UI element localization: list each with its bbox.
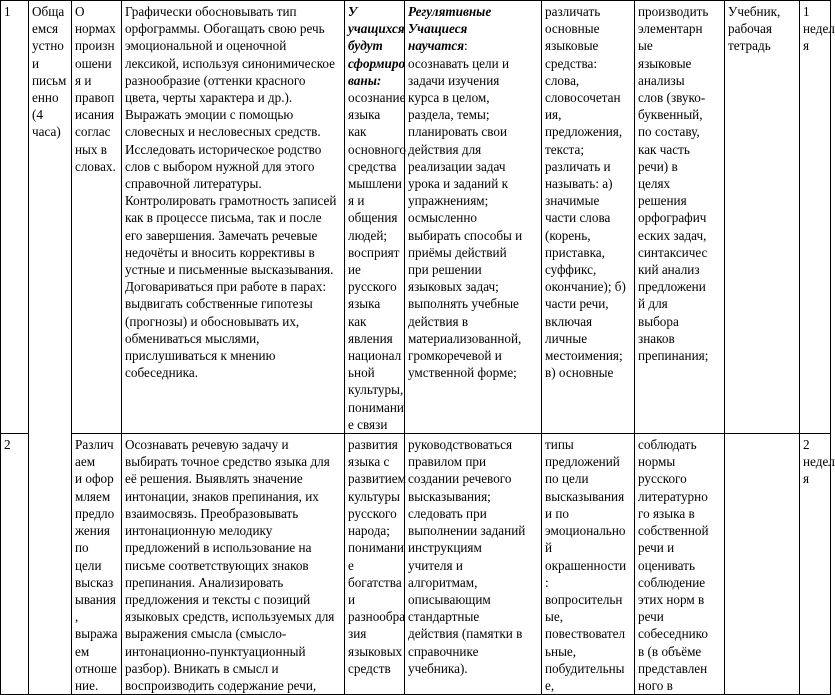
activities-cell: Осознавать речевую задачу и выбирать точное средство языка для её решения. Выявлять значение интонации, знаков препинания, их взаимосвязь. Преобразовывать интонационную мелодику предложений в использование на письме соответствующих знаков препинания. Анализировать предложения и тексты с позиций языковых средств, используемых для выражения смысла (смысло- интонационно-пунктуационный разбор). Вникать в смысл и воспроизводить содержание речи, bbox=[122, 434, 345, 695]
regulatory-heading: Регулятивные Учащиеся научатся bbox=[408, 4, 492, 54]
week-cell: 1 недел я bbox=[800, 1, 831, 434]
row-number-cell: 1 bbox=[1, 1, 29, 434]
personal-results-cell: У учащихся будут сформиро ваны: осознание языка как основного средства мышлени я и общения людей; восприят ие русского языка как явления национал ьной культуры, понимани е связи bbox=[345, 1, 405, 434]
subtopic-cell: О нормах произн ошени я и правоп исания соглас ных в словах. bbox=[72, 1, 122, 434]
resources-cell: Учебник, рабочая тетрадь bbox=[725, 1, 800, 434]
resources-cell bbox=[725, 434, 800, 695]
topic-cell: Обща емся устно и письм енно (4 часа) bbox=[29, 1, 72, 695]
meta-results-cell: соблюдать нормы русского литературно го языка в собственной речи и оценивать соблюдение этих норм в речи собеседнико в (в объёме представлен ного в bbox=[635, 434, 725, 695]
personal-results-heading: У учащихся будут сформиро ваны: bbox=[348, 4, 406, 88]
activities-cell: Графически обосновывать тип орфограммы. Обогащать свою речь эмоциональной и оценочной лексикой, используя синонимическое разнообразие (оттенки красного цвета, черты характера и др.). Выражать эмоции с помощью словесных и несловесных средств. Исследовать историческое родство слов с выбором нужной для этого справочной литературы. Контролировать грамотность записей как в процессе письма, так и после его завершения. Замечать речевые недочёты и вносить коррективы в устные и письменные высказывания. Договариваться при работе в парах: выдвигать собственные гипотезы (прогнозы) и обосновывать их, обмениваться мыслями, прислушиваться к мнению собеседника. bbox=[122, 1, 345, 434]
week-cell: 2 недел я bbox=[800, 434, 831, 695]
meta-results-cell: производить элементарн ые языковые анализы слов (звуко- буквенный, по составу, как часть речи) в целях решения орфографич еских задач, синтаксичес кий анализ предложени й для выбора знаков препинания; bbox=[635, 1, 725, 434]
subtopic-cell: Различ аем и офор мляем предло жения по цели высказ ывания , выража ем отноше ние. bbox=[72, 434, 122, 695]
subject-results-cell: типы предложений по цели высказывания и по эмоционально й окрашенности : вопросительн ые, повествовател ьные, побудительны е, bbox=[542, 434, 635, 695]
regulatory-results-cell: руководствоваться правилом при создании речевого высказывания; следовать при выполнении заданий инструкциям учителя и алгоритмам, описывающим стандартные действия (памятки в справочнике учебника). bbox=[405, 434, 542, 695]
table-row bbox=[1, 1, 831, 434]
subject-results-cell: различать основные языковые средства: слова, словосочетан ия, предложения, текста; различать и называть: а) значимые части слова (корень, приставка, суффикс, окончание); б) части речи, включая личные местоимения; в) основные bbox=[542, 1, 635, 434]
regulatory-results-cell: Регулятивные Учащиеся научатся: осознавать цели и задачи изучения курса в целом, раздела, темы; планировать свои действия для реализации задач урока и заданий к упражнениям; осмысленно выбирать способы и приёмы действий при решении языковых задач; выполнять учебные действия в материализованной, громкоречевой и умственной форме; bbox=[405, 1, 542, 434]
table-row bbox=[1, 434, 831, 695]
row-number-cell: 2 bbox=[1, 434, 29, 695]
personal-results-cell: развития языка с развитием культуры русского народа; понимани е богатства и разнообра зия языковых средств bbox=[345, 434, 405, 695]
